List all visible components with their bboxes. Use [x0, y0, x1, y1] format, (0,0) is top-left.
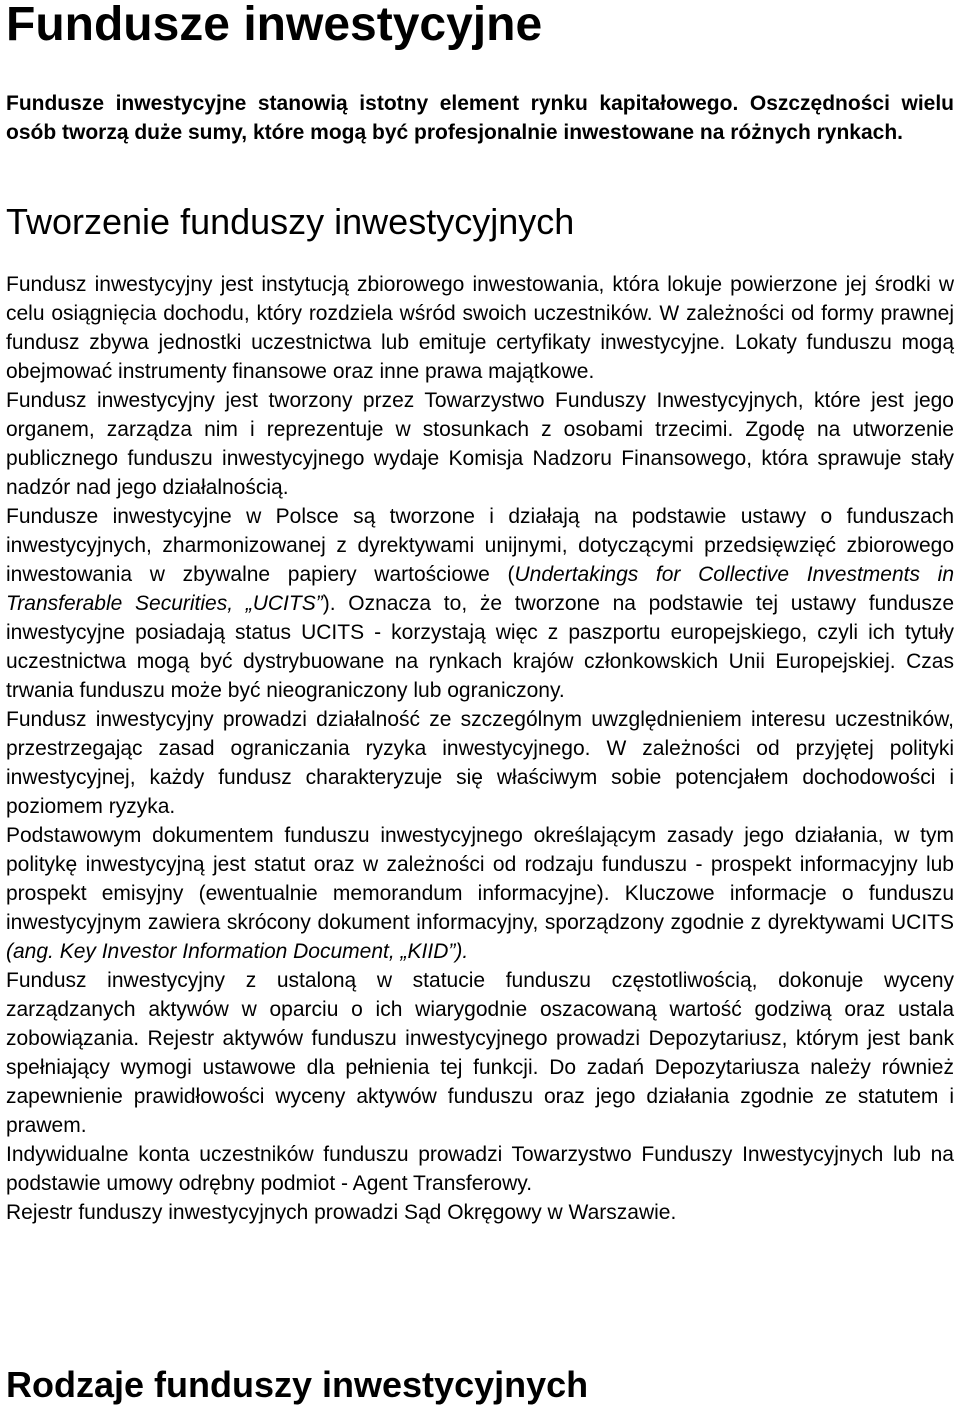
- intro-paragraph: Fundusze inwestycyjne stanowią istotny element rynku kapitałowego. Oszczędności wielu osób tworzą duże sumy, które mogą być profesjonalnie inwestowane na różnych rynkach.: [6, 92, 954, 144]
- paragraph-ucits-end: ). Oznacza to, że tworzone na podstawie tej ustawy fundusze inwestycyjne posiadają status UCITS - korzystają więc z paszportu europejskiego, czyli ich tytuły uczestnictwa mogą być dystrybuowane na rynkach krajów członkowskich Unii Europejskiej. Czas trwania funduszu może być nieograniczony lub ograniczony.: [6, 592, 955, 702]
- paragraph-accounts: Indywidualne konta uczestników funduszu prowadzi Towarzystwo Funduszy Inwestycyjnych lub na podstawie umowy odrębny podmiot - Agent Transferowy.: [6, 1143, 954, 1195]
- paragraph-documents: [6, 821, 954, 966]
- paragraph-definition: Fundusz inwestycyjny jest instytucją zbiorowego inwestowania, która lokuje powierzone jej środki w celu osiągnięcia dochodu, który rozdziela wśród swoich uczestników. W zależności od formy prawnej fundusz zbywa jednostki uczestnictwa lub emituje certyfikaty inwestycyjne. Lokaty funduszu mogą obejmować instrumenty finansowe oraz inne prawa majątkowe.: [6, 273, 954, 383]
- paragraph-ucits-start: Fundusze inwestycyjne w Polsce są tworzone i działają na podstawie ustawy o funduszach inwestycyjnych, zharmonizowanej z dyrektywami unijnymi, dotyczącymi przedsięwzięć zbiorowego inwestowania w zbywalne papiery wartościowe (: [6, 505, 954, 586]
- paragraph-register: Rejestr funduszy inwestycyjnych prowadzi Sąd Okręgowy w Warszawie.: [6, 1201, 677, 1224]
- section-heading-rodzaje: Rodzaje funduszy inwestycyjnych: [6, 1364, 589, 1405]
- section-heading-tworzenie: Tworzenie funduszy inwestycyjnych: [6, 201, 575, 242]
- paragraph-tfi: Fundusz inwestycyjny jest tworzony przez Towarzystwo Funduszy Inwestycyjnych, które jest jego organem, zarządza nim i reprezentuje w stosunkach z osobami trzecimi. Zgodę na utworzenie publicznego funduszu inwestycyjnego wydaje Komisja Nadzoru Finansowego, która sprawuje stały nadzór nad jego działalnością.: [6, 389, 954, 499]
- section-body: [6, 270, 954, 1227]
- paragraph-documents-italic: (ang. Key Investor Information Document, „KIID”).: [6, 940, 469, 963]
- paragraph-ucits: [6, 502, 954, 705]
- paragraph-ucits-italic: Undertakings for Collective Investments in Transferable Securities, „UCITS”: [6, 563, 954, 615]
- page-title: Fundusze inwestycyjne: [6, 0, 543, 51]
- paragraph-valuation: Fundusz inwestycyjny z ustaloną w statucie funduszu częstotliwością, dokonuje wyceny zarządzanych aktywów w oparciu o ich wiarygodnie oszacowaną wartość godziwą oraz ustala zobowiązania. Rejestr aktywów funduszu inwestycyjnego prowadzi Depozytariusz, którym jest bank spełniający wymogi ustawowe dla pełnienia tej funkcji. Do zadań Depozytariusza należy również zapewnienie prawidłowości wyceny aktywów funduszu oraz jego działania zgodnie ze statutem i prawem.: [6, 969, 954, 1137]
- paragraph-documents-start: Podstawowym dokumentem funduszu inwestycyjnego określającym zasady jego działania, w tym politykę inwestycyjną jest statut oraz w zależności od rodzaju funduszu - prospekt informacyjny lub prospekt emisyjny (ewentualnie memorandum informacyjne). Kluczowe informacje o funduszu inwestycyjnym zawiera skrócony dokument informacyjny, sporządzony zgodnie z dyrektywami UCITS: [6, 824, 954, 934]
- paragraph-risk: Fundusz inwestycyjny prowadzi działalność ze szczególnym uwzględnieniem interesu uczestników, przestrzegając zasad ograniczania ryzyka inwestycyjnego. W zależności od przyjętej polityki inwestycyjnej, każdy fundusz charakteryzuje się właściwym sobie potencjałem dochodowości i poziomem ryzyka.: [6, 708, 954, 818]
